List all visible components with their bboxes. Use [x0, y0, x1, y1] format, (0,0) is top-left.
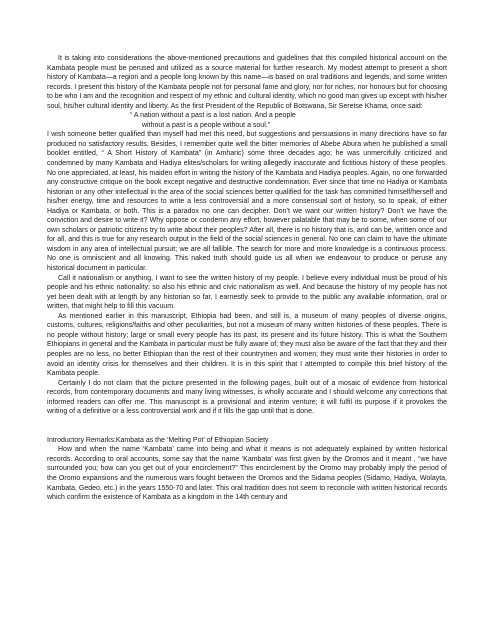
paragraph: Certainly I do not claim that the picture presented in the following pages, built out of a mosaic of evidence from historical records, from contemporary documents and many living witnesses, is wholly accurate and I should welcome any corrections that informed readers can offer me. This manuscript is a provisional and interim venture; it will fulfil its purpose if it provokes the writing of a definitive or a less controversial work and if it fills the gap until that is done.: [47, 379, 447, 416]
document-body: [47, 54, 447, 503]
paragraph: Introductory Remarks:Kambata as the ‘Melting Pot’ of Ethiopian Society: [47, 436, 269, 444]
quotation-line: without a past is a people without a soul.”: [142, 121, 271, 129]
quotation-line: “ A nation without a past is a lost nation. And a people: [130, 112, 296, 120]
paragraph: How and when the name ‘Kambata’ came into being and what it means is not adequately explained by written historical records. According to oral accounts, some say that the name ‘Kambata’ was first given by the Oromos and it meant , “we have surrounded you; how can you get out of your encirclement?” This encirclement by the Oromo may probably imply the period of the Oromo expansions and the numerous wars fought between the Oromos and the Sidama peoples (Sidamo, Hadiya, Wolayta, Kambata, Gedeo, etc.) in the years 1550-70 and later. This oral tradition does not seem to reconcile with written historical records which confirm the existence of Kambata as a kingdom in the 14th century and: [47, 446, 447, 502]
paragraph: Call it nationalism or anything, I want to see the written history of my people. I believe every individual must be proud of his people and his ethnic nationality; so also his ethnic and civic nationalism as well. And because the history of my people has not yet been dealt with at length by any historian so far, I earnestly seek to provide to the public any available information, oral or written, that might help to fill this vacuum.: [47, 274, 447, 311]
paragraph-spacer: [47, 417, 447, 436]
paragraph: As mentioned earlier in this manuscript, Ethiopia had been, and still is, a museum of many peoples of diverse origins, customs, cultures, religions/faiths and other peculiarities, but not a museum of many written histories of these peoples. There is no people without history; large or small every people has its past, its present and its future history. This is what the Southern Ethiopians in general and the Kambata in particular must be fully aware of; they must also be aware of the fact that they and their peoples are no less, no better Ethiopian than the rest of their countrymen and women; they must write their histories in order to avoid an identity crisis for themselves and their children. It is in this spirit that I attempted to compile this brief history of the Kambata people.: [47, 312, 447, 378]
paragraph: I wish someone better qualified than myself had met this need, but suggestions and persuasions in many directions have so far produced no satisfactory results. Besides, I remember quite well the bitter memories of Abebe Abura when he published a small booklet entitled, “ A Short History of Kambata” (in Amharic) some three decades ago; he was unmercifully criticized and condemned by many Kambata and Hadiya elites/scholars for writing allegedly inaccurate and fictitious history of these peoples. No one appreciated, at least, his maiden effort in writing the history of the Kambata and Hadiya peoples. Again, no one forwarded any constructive critique on the book except negative and destructive condemnation. Ever since that time no Hadiya or Kambata historian or any other intellectual in the area of the social sciences better qualified for the task has committed himself/herself and his/her energy, time and resources to write a less controversial and a more consensual sort of history, so to speak, of either Hadiya or Kambata, or both. This is a paradox no one can decipher. Don’t we want our written history? Don’t we have the conviction and desire to write it? Why oppose or condemn any effort, however palatable that may be to some, when some of our own scholars or patriotic citizens try to write about their peoples? After all, there is no history that is, and can be, written once and for all, and this is true for any research output in the field of the social sciences in general. No one can claim to have the ultimate wisdom in any area of intellectual pursuit; we are all fallible. The search for more and more knowledge is a continuous process. No one is omniscient and all knowing. This naked truth should guide us all when we endeavour to produce or peruse any historical document in particular.: [47, 131, 447, 273]
paragraph: It is taking into considerations the above-mentioned precautions and guidelines that this compiled historical account on the Kambata people must be perused and utilized as a source material for further research. My modest attempt to present a short history of Kambata—a region and a people long known by this name—is based on oral traditions and legends, and some written records. I present this history of the Kambata people not for personal fame and glory, nor for riches, nor honours but for choosing to be who I am and the recognition and respect of my ethnic and cultural identity, which no good man gives up except with his/her soul, his/her cultural identity and liberty. As the first President of the Republic of Botswana, Sir Seretse Khama, once said:: [47, 55, 447, 110]
